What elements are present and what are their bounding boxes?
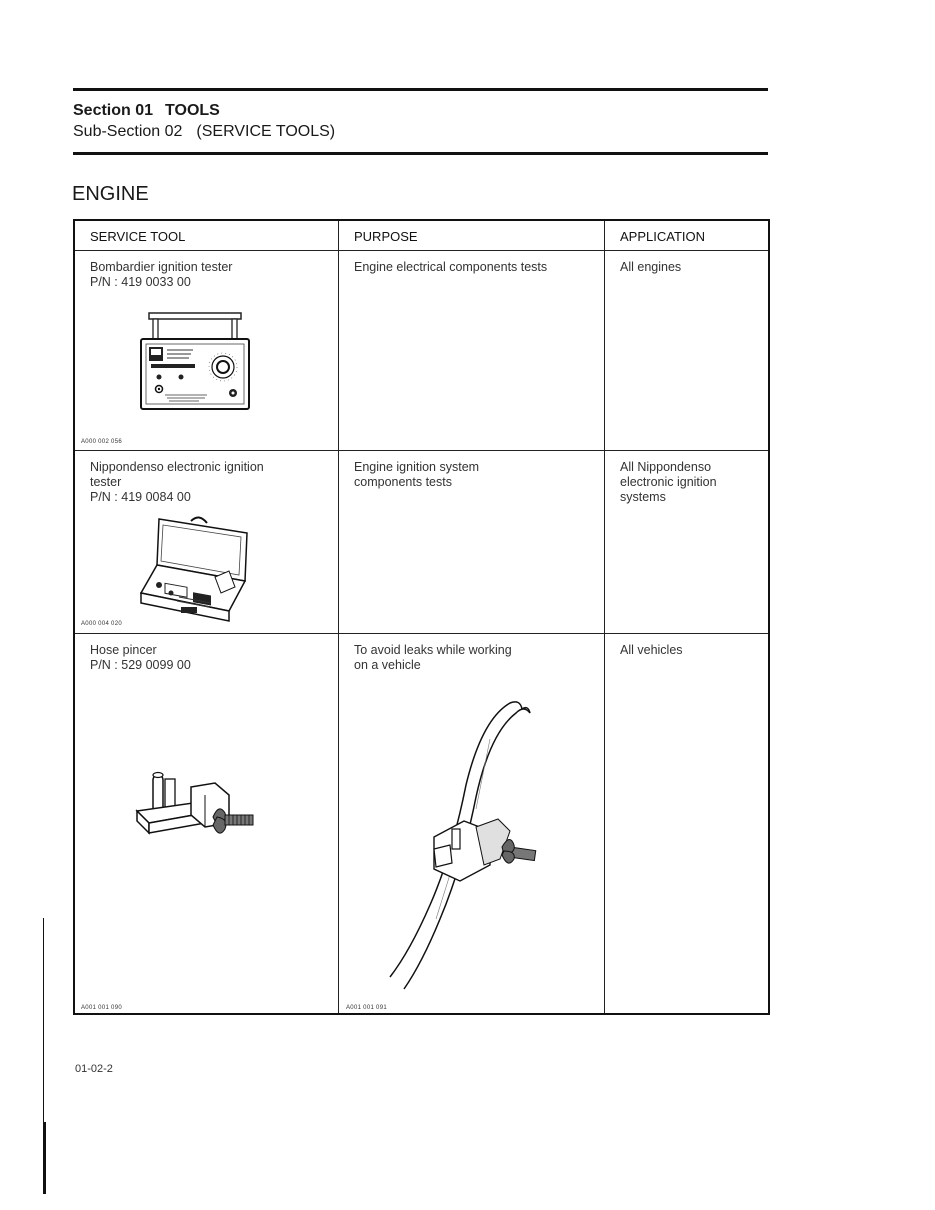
- row-divider: [75, 450, 768, 451]
- nippondenso-tester-illustration: [129, 511, 255, 623]
- row-divider: [75, 633, 768, 634]
- page-number: 01-02-2: [75, 1063, 113, 1075]
- section-heading: [73, 102, 220, 120]
- column-header-application: APPLICATION: [620, 229, 706, 244]
- hose-pincer-illustration: [133, 769, 273, 869]
- figure-code: A000 004 020: [81, 621, 122, 627]
- figure-code: A001 001 091: [346, 1005, 387, 1011]
- figure-code: A001 001 090: [81, 1005, 122, 1011]
- column-header-service-tool: SERVICE TOOL: [90, 229, 186, 244]
- column-header-purpose: PURPOSE: [354, 229, 418, 244]
- row2-tool-cell: Nippondenso electronic ignition tester P/N : 419 0084 00: [90, 460, 264, 504]
- section-title: TOOLS: [165, 102, 220, 119]
- page-title: ENGINE: [72, 183, 149, 205]
- row3-purpose-cell: To avoid leaks while working on a vehicle: [354, 643, 512, 672]
- subsection-label: Sub-Section 02: [73, 123, 183, 140]
- column-divider: [338, 221, 339, 1013]
- row3-tool-cell: Hose pincer P/N : 529 0099 00: [90, 643, 191, 672]
- header-row-divider: [75, 250, 768, 251]
- row3-application-cell: All vehicles: [620, 643, 683, 657]
- scan-margin-line: [43, 918, 44, 1122]
- row2-purpose-cell: Engine ignition system components tests: [354, 460, 480, 489]
- row1-purpose-cell: Engine electrical components tests: [354, 260, 548, 274]
- subsection-title: (SERVICE TOOLS): [196, 123, 336, 140]
- row1-tool-cell: Bombardier ignition tester P/N : 419 0033 00: [90, 260, 233, 289]
- service-tools-table: [73, 219, 770, 1015]
- subsection-heading: [73, 123, 335, 141]
- hose-pincer-in-use-illustration: [380, 699, 550, 991]
- column-divider: [604, 221, 605, 1013]
- header-top-rule: [73, 88, 768, 91]
- ignition-tester-illustration: [135, 309, 255, 413]
- scan-margin-bar: [43, 1122, 46, 1194]
- row1-application-cell: All engines: [620, 260, 682, 274]
- header-bottom-rule: [73, 152, 768, 155]
- figure-code: A000 002 056: [81, 439, 122, 445]
- row2-application-cell: All Nippondenso electronic ignition systems: [620, 460, 717, 504]
- section-label: Section 01: [73, 102, 154, 119]
